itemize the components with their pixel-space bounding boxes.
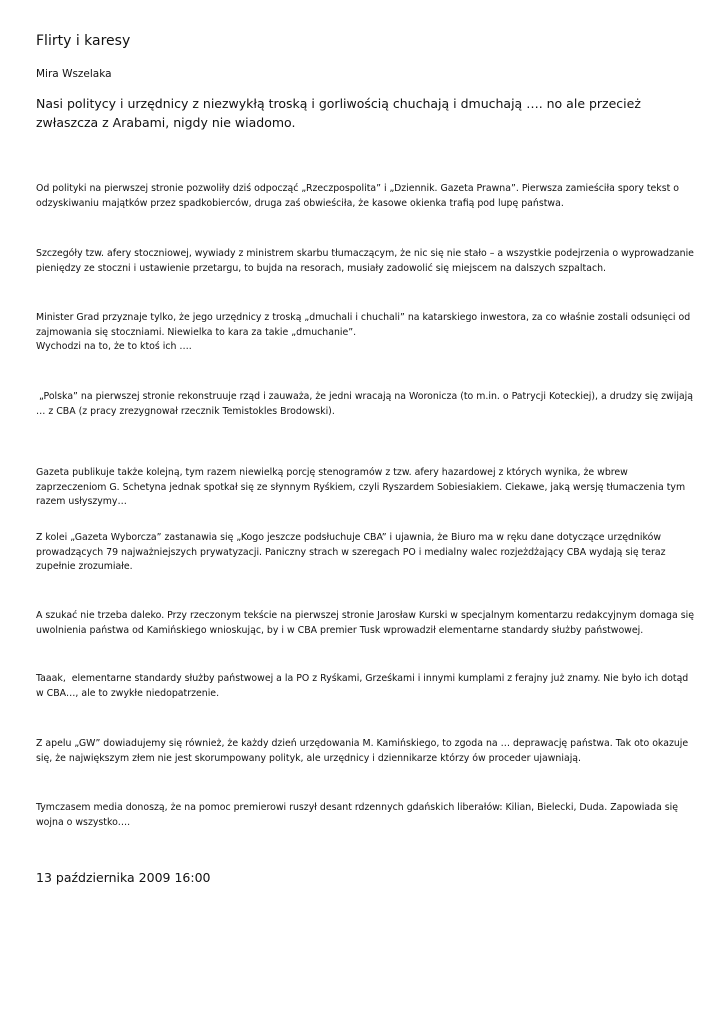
article-paragraph: Szczegóły tzw. afery stoczniowej, wywiady z ministrem skarbu tłumaczącym, że nic się nie stało – a wszystkie podejrzenia o wyprowadzanie pieniędzy ze stoczni i ustawienie przetargu, to bujda na resorach, musiały zadowolić się miejscem na dalszych szpaltach.: [36, 248, 694, 274]
article-paragraph: A szukać nie trzeba daleko. Przy rzeczonym tekście na pierwszej stronie Jarosław Kurski w specjalnym komentarzu redakcyjnym domaga się uwolnienia państwa od Kamińskiego wnioskując, by i w CBA premier Tusk wprowadził elementarne standardy służby państwowej.: [36, 610, 694, 636]
article-paragraph: Z kolei „Gazeta Wyborcza” zastanawia się „Kogo jeszcze podsłuchuje CBA” i ujawnia, że Biuro ma w ręku dane dotyczące urzędników prowadzących 79 najważniejszych prywatyzacji. Paniczny strach w szeregach PO i medialny walec rozjeżdżający CBA wydają się teraz zupełnie zrozumiałe.: [36, 532, 666, 572]
article-title: Flirty i karesy: [36, 33, 131, 49]
article-paragraph: Gazeta publikuje także kolejną, tym razem niewielką porcję stenogramów z tzw. afery hazardowej z których wynika, że wbrew zaprzeczeniom G. Schetyna jednak spotkał się ze słynnym Ryśkiem, czyli Ryszardem Sobiesiakiem. Ciekawe, jaką wersję tłumaczenia tym razem usłyszymy…: [36, 467, 686, 507]
article-author: Mira Wszelaka: [36, 68, 112, 80]
article-lead: Nasi politycy i urzędnicy z niezwykłą troską i gorliwością chuchają i dmuchają …. no ale przecież zwłaszcza z Arabami, nigdy nie wiadomo.: [36, 96, 641, 130]
article-paragraph: „Polska” na pierwszej stronie rekonstruuje rząd i zauważa, że jedni wracają na Woronicza (to m.in. o Patrycji Koteckiej), a drudzy się zwijają … z CBA (z pracy zrezygnował rzecznik Temistokles Brodowski).: [36, 391, 696, 417]
article-paragraph: Tymczasem media donoszą, że na pomoc premierowi ruszył desant rdzennych gdańskich liberałów: Kilian, Bielecki, Duda. Zapowiada się wojna o wszystko….: [36, 802, 679, 828]
article-paragraph: Minister Grad przyznaje tylko, że jego urzędnicy z troską „dmuchali i chuchali” na katarskiego inwestora, za co właśnie zostali odsunięci od zajmowania się stoczniami. Niewielka to kara za takie „dmuchanie”. Wychodzi na to, że to ktoś ich ….: [36, 312, 691, 352]
article-paragraph: Od polityki na pierwszej stronie pozwoliły dziś odpocząć „Rzeczpospolita” i „Dziennik. Gazeta Prawna”. Pierwsza zamieściła spory tekst o odzyskiwaniu majątków przez spadkobierców, druga zaś obwieściła, że kasowe okienka trafią pod lupę państwa.: [36, 183, 679, 209]
article-paragraph: Taaak, elementarne standardy służby państwowej a la PO z Ryśkami, Grześkami i innymi kumplami z ferajny już znamy. Nie było ich dotąd w CBA…, ale to zwykłe niedopatrzenie.: [36, 673, 692, 699]
article-paragraph: Z apelu „GW” dowiadujemy się również, że każdy dzień urzędowania M. Kamińskiego, to zgoda na … deprawację państwa. Tak oto okazuje się, że największym złem nie jest skorumpowany polityk, ale urzędnicy i dziennikarze którzy ów proceder ujawniają.: [36, 738, 689, 764]
publication-date: 13 października 2009 16:00: [36, 870, 211, 885]
